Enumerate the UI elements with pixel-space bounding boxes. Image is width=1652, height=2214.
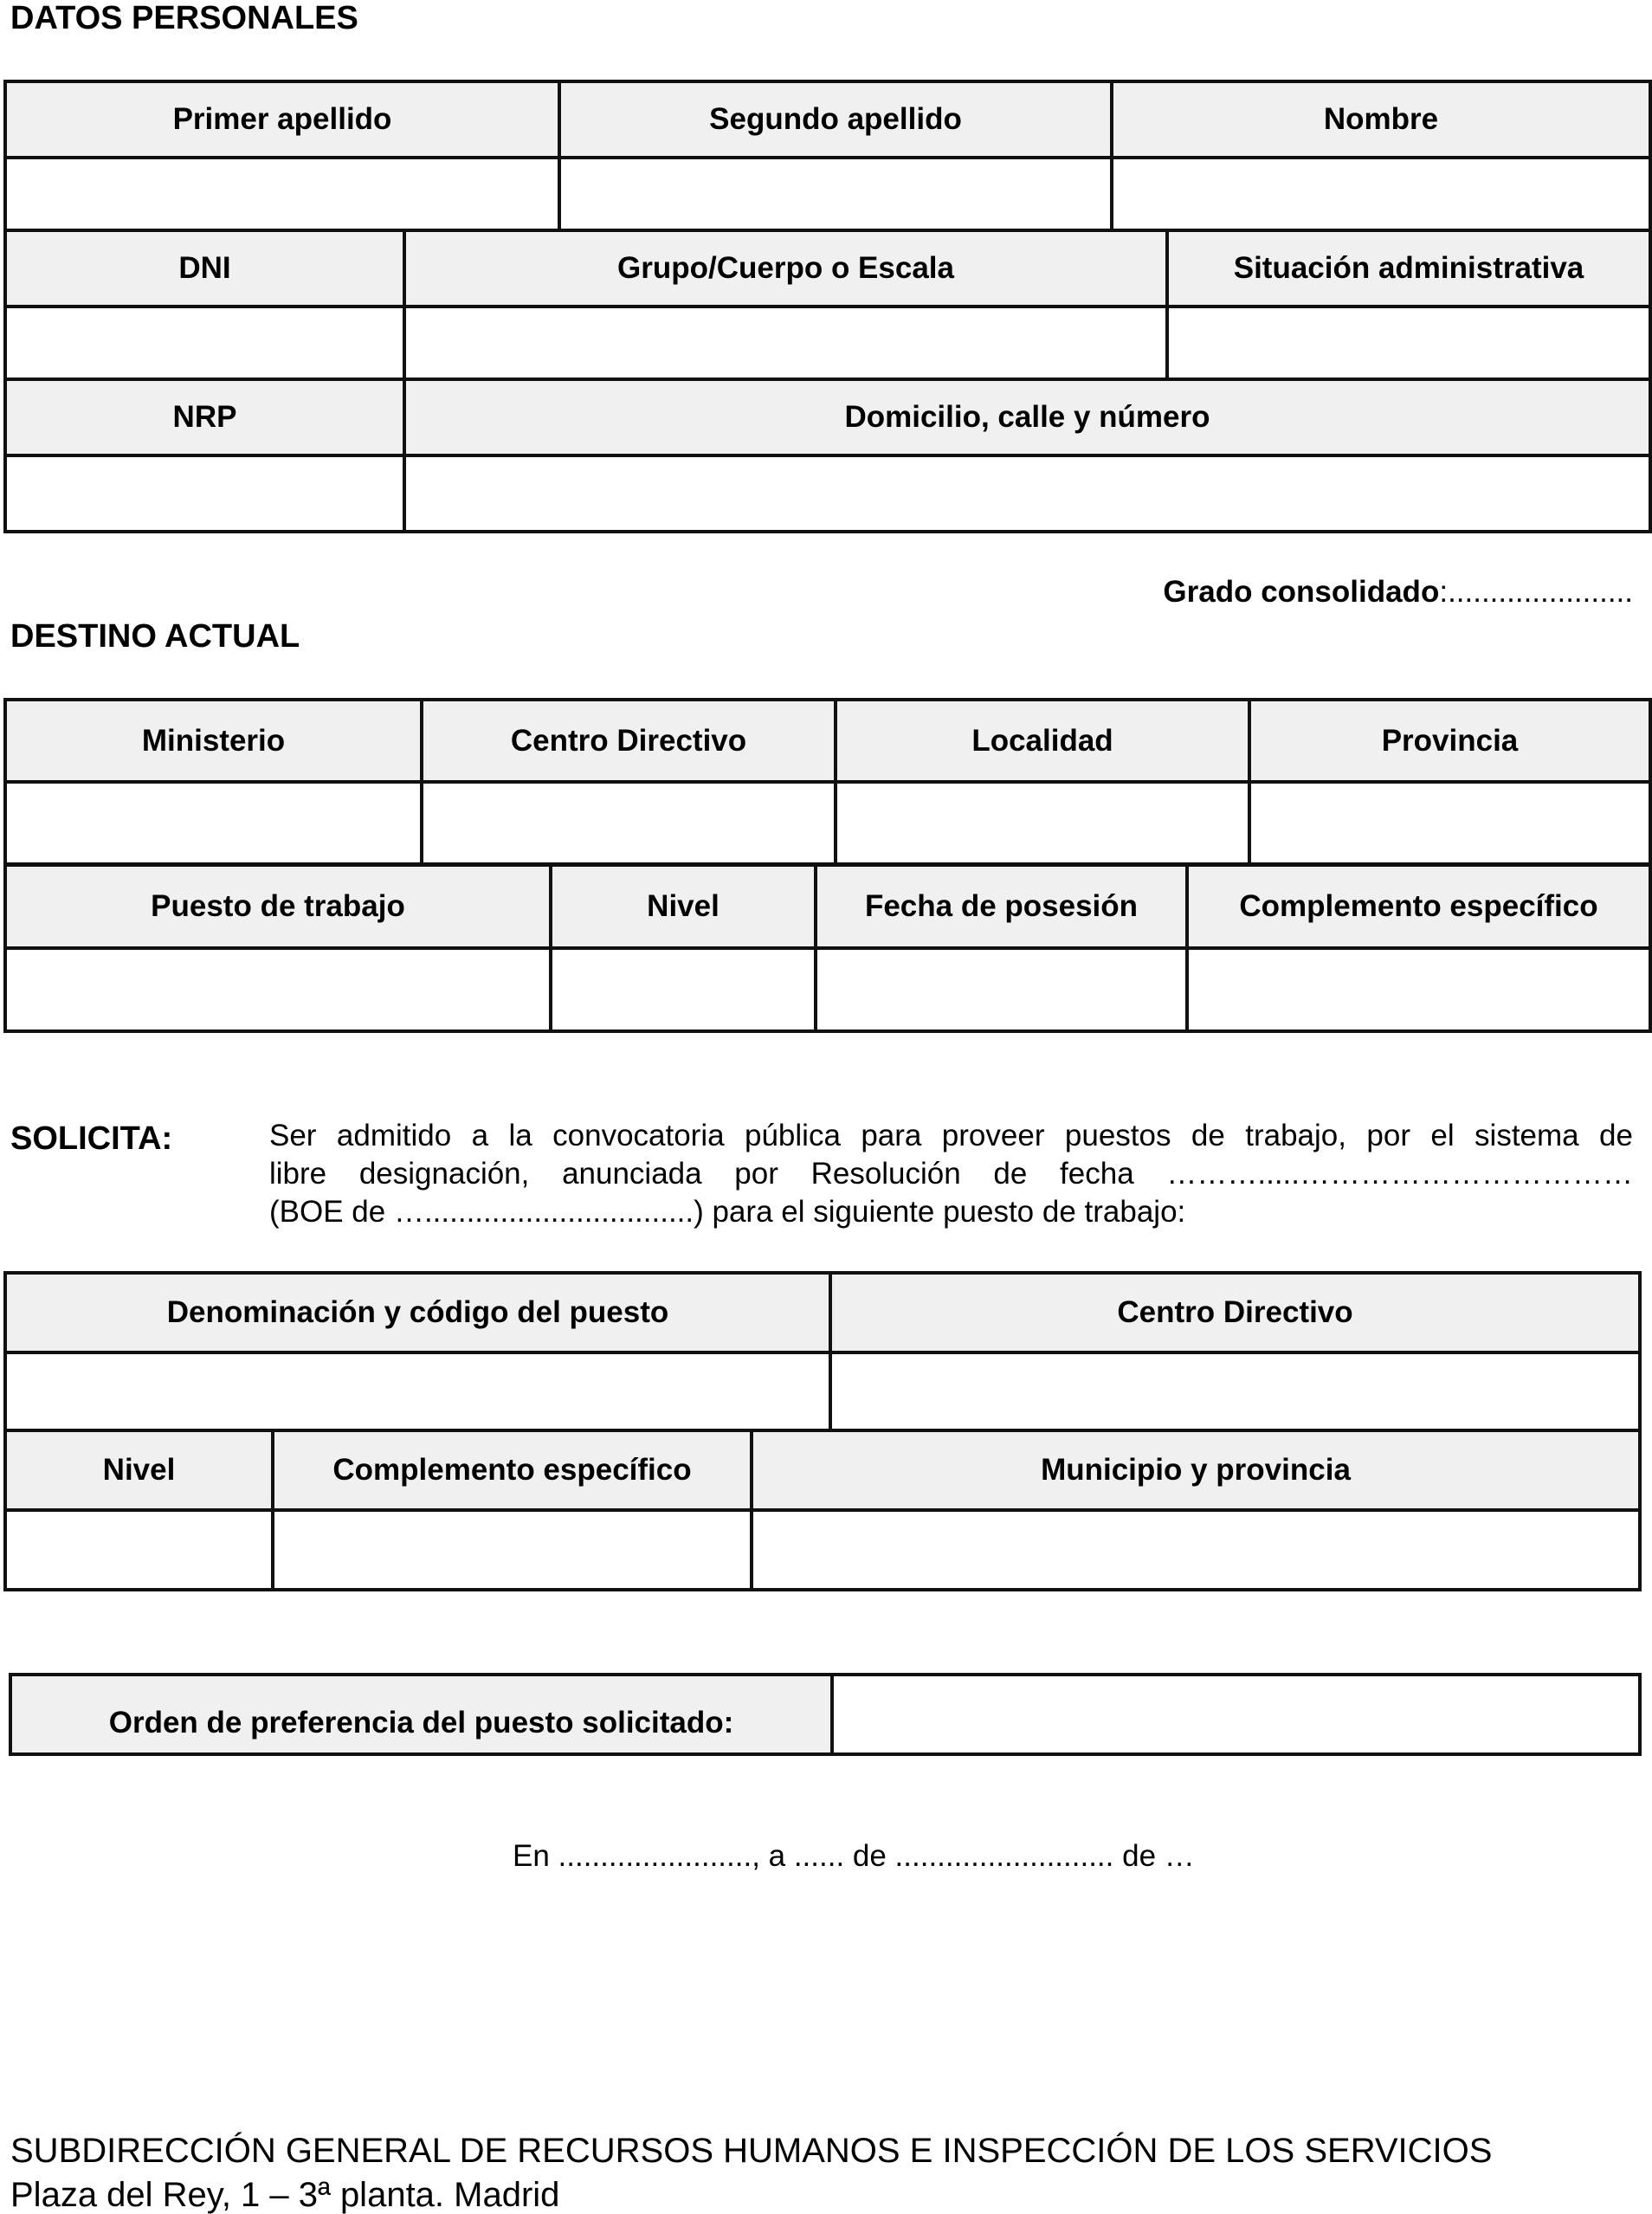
grado-consolidado-separator: :: [1439, 575, 1449, 609]
header-municipio-provincia: Municipio y provincia: [752, 1430, 1640, 1510]
orden-preferencia-label: Orden de preferencia del puesto solicitado:: [10, 1675, 832, 1754]
date-place-line: En ......................., a ...... de .......................... de …: [513, 1839, 1195, 1873]
field-grupo-cuerpo-escala[interactable]: [404, 307, 1167, 381]
header-nrp: NRP: [5, 379, 404, 455]
header-nivel-solicitado: Nivel: [5, 1430, 273, 1510]
header-complemento-especifico-solicitado: Complemento específico: [273, 1430, 752, 1510]
orden-preferencia-field[interactable]: [832, 1675, 1640, 1754]
field-puesto-de-trabajo[interactable]: [5, 948, 551, 1031]
field-nrp[interactable]: [5, 455, 404, 532]
field-complemento-especifico[interactable]: [1187, 948, 1650, 1031]
field-provincia[interactable]: [1249, 782, 1650, 864]
field-nivel-solicitado[interactable]: [5, 1510, 273, 1590]
header-nombre: Nombre: [1112, 81, 1650, 158]
grado-consolidado-label: Grado consolidado: [1163, 575, 1440, 609]
header-centro-directivo-solicitado: Centro Directivo: [830, 1273, 1640, 1352]
section-title-datos-personales: DATOS PERSONALES: [10, 0, 358, 36]
field-centro-directivo[interactable]: [422, 782, 836, 864]
destino-actual-table-row1: [3, 698, 1652, 866]
section-title-destino-actual: DESTINO ACTUAL: [10, 618, 300, 655]
field-denominacion-codigo-puesto[interactable]: [5, 1352, 830, 1430]
field-segundo-apellido[interactable]: [559, 158, 1112, 232]
field-nivel[interactable]: [551, 948, 816, 1031]
grado-consolidado-value[interactable]: ......................: [1448, 575, 1633, 609]
header-grupo-cuerpo-escala: Grupo/Cuerpo o Escala: [404, 230, 1167, 307]
field-fecha-de-posesion[interactable]: [816, 948, 1187, 1031]
field-dni[interactable]: [5, 307, 404, 381]
solicita-line-1: Ser admitido a la convocatoria pública para proveer puestos de trabajo, por el sistema de: [269, 1119, 1633, 1152]
header-localidad: Localidad: [836, 700, 1249, 782]
footer-department: SUBDIRECCIÓN GENERAL DE RECURSOS HUMANOS E INSPECCIÓN DE LOS SERVICIOS: [10, 2132, 1493, 2170]
field-primer-apellido[interactable]: [5, 158, 559, 232]
field-situacion-administrativa[interactable]: [1167, 307, 1650, 381]
datos-personales-table-row1: [3, 80, 1652, 234]
destino-actual-table-row2: [3, 863, 1652, 1033]
solicita-paragraph: [269, 1117, 1633, 1231]
header-complemento-especifico: Complemento específico: [1187, 865, 1650, 948]
header-primer-apellido: Primer apellido: [5, 81, 559, 158]
solicita-label: SOLICITA:: [10, 1120, 173, 1157]
field-nombre[interactable]: [1112, 158, 1650, 232]
header-segundo-apellido: Segundo apellido: [559, 81, 1112, 158]
puesto-solicitado-table-row2: [3, 1429, 1642, 1591]
header-ministerio: Ministerio: [5, 700, 422, 782]
header-nivel: Nivel: [551, 865, 816, 948]
field-centro-directivo-solicitado[interactable]: [830, 1352, 1640, 1430]
header-dni: DNI: [5, 230, 404, 307]
field-ministerio[interactable]: [5, 782, 422, 864]
datos-personales-table-row2: [3, 229, 1652, 383]
grado-consolidado: [1163, 575, 1633, 610]
field-localidad[interactable]: [836, 782, 1249, 864]
header-puesto-de-trabajo: Puesto de trabajo: [5, 865, 551, 948]
header-provincia: Provincia: [1249, 700, 1650, 782]
header-situacion-administrativa: Situación administrativa: [1167, 230, 1650, 307]
field-municipio-provincia[interactable]: [752, 1510, 1640, 1590]
datos-personales-table-row3: [3, 378, 1652, 533]
field-complemento-especifico-solicitado[interactable]: [273, 1510, 752, 1590]
header-denominacion-codigo-puesto: Denominación y código del puesto: [5, 1273, 830, 1352]
puesto-solicitado-table-row1: [3, 1271, 1642, 1432]
field-domicilio[interactable]: [404, 455, 1650, 532]
header-fecha-de-posesion: Fecha de posesión: [816, 865, 1187, 948]
solicita-line-3: (BOE de …................................) para el siguiente puesto de trabajo:: [269, 1195, 1186, 1229]
footer-address: Plaza del Rey, 1 – 3ª planta. Madrid: [10, 2176, 560, 2214]
header-centro-directivo: Centro Directivo: [422, 700, 836, 782]
solicita-line-2: libre designación, anunciada por Resolución de fecha ……….....……………………………: [269, 1157, 1633, 1191]
header-domicilio: Domicilio, calle y número: [404, 379, 1650, 455]
orden-preferencia-table: [9, 1673, 1642, 1756]
